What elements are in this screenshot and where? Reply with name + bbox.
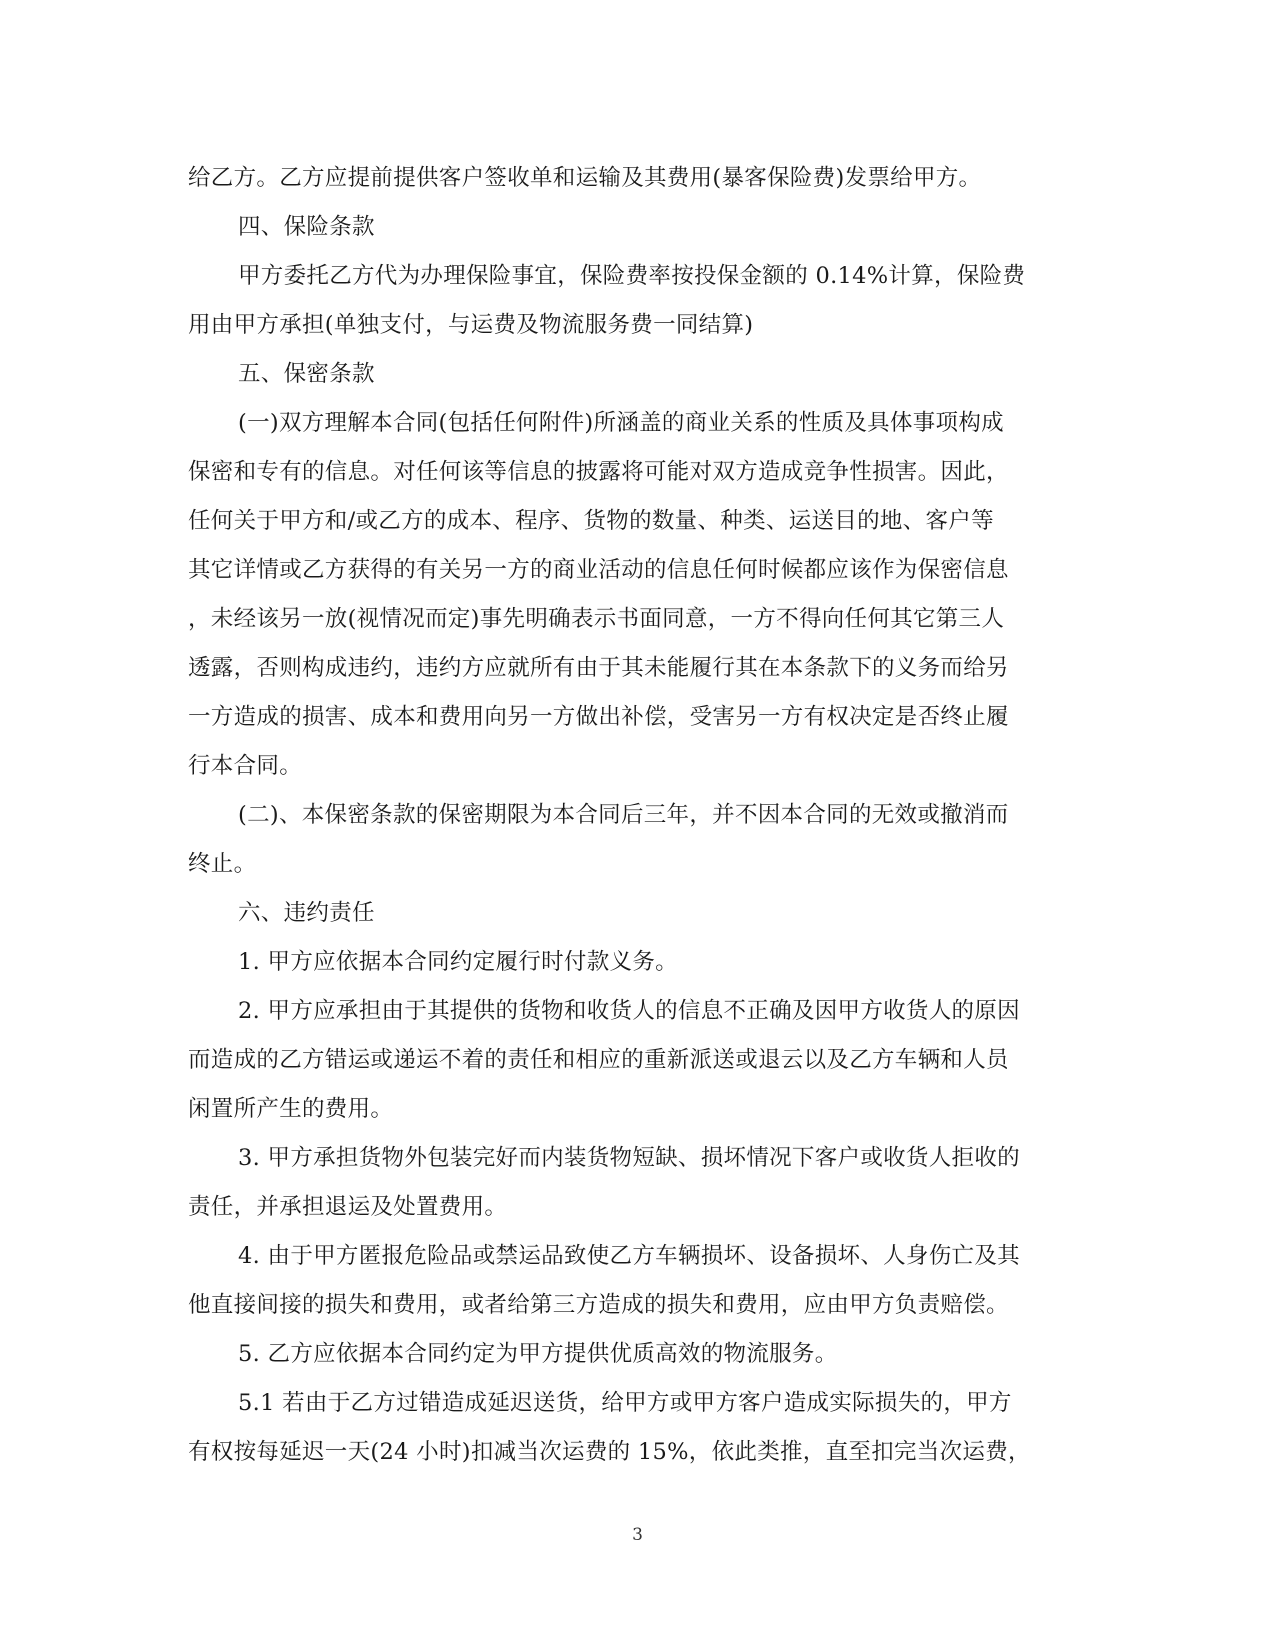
text-line: 闲置所产生的费用。 xyxy=(188,1096,394,1122)
text-line: 其它详情或乙方获得的有关另一方的商业活动的信息任何时候都应该作为保密信息 xyxy=(188,557,1009,583)
text-line: 而造成的乙方错运或递运不着的责任和相应的重新派送或退云以及乙方车辆和人员 xyxy=(188,1047,1009,1073)
text-line: 终止。 xyxy=(188,851,257,877)
text-line: 他直接间接的损失和费用，或者给第三方造成的损失和费用，应由甲方负责赔偿。 xyxy=(188,1292,1009,1318)
text-line: 4. 由于甲方匿报危险品或禁运品致使乙方车辆损坏、设备损坏、人身伤亡及其 xyxy=(238,1243,1020,1269)
document-body xyxy=(188,154,1088,1477)
section-heading-liability: 六、违约责任 xyxy=(238,900,375,926)
text-line: 保密和专有的信息。对任何该等信息的披露将可能对双方造成竞争性损害。因此， xyxy=(188,459,1009,485)
text-line: 3. 甲方承担货物外包装完好而内装货物短缺、损坏情况下客户或收货人拒收的 xyxy=(238,1145,1020,1171)
text-line: (二)、本保密条款的保密期限为本合同后三年，并不因本合同的无效或撤消而 xyxy=(238,802,1009,828)
page-number: 3 xyxy=(632,1525,643,1545)
text-line: 行本合同。 xyxy=(188,753,303,779)
text-line: 责任，并承担退运及处置费用。 xyxy=(188,1194,508,1220)
text-line: 有权按每延迟一天(24 小时)扣减当次运费的 15%，依此类推，直至扣完当次运费， xyxy=(188,1439,1031,1465)
text-line: 5. 乙方应依据本合同约定为甲方提供优质高效的物流服务。 xyxy=(238,1341,838,1367)
text-line: (一)双方理解本合同(包括任何附件)所涵盖的商业关系的性质及具体事项构成 xyxy=(238,410,1004,436)
section-heading-confidentiality: 五、保密条款 xyxy=(238,361,375,387)
text-line: ，未经该另一放(视情况而定)事先明确表示书面同意，一方不得向任何其它第三人 xyxy=(188,606,1005,632)
text-line: 1. 甲方应依据本合同约定履行时付款义务。 xyxy=(238,949,678,975)
text-line: 透露，否则构成违约，违约方应就所有由于其未能履行其在本条款下的义务而给另 xyxy=(188,655,1009,681)
text-line: 5.1 若由于乙方过错造成延迟送货，给甲方或甲方客户造成实际损失的，甲方 xyxy=(238,1390,1012,1416)
text-line: 给乙方。乙方应提前提供客户签收单和运输及其费用(暴客保险费)发票给甲方。 xyxy=(188,165,982,191)
text-line: 用由甲方承担(单独支付，与运费及物流服务费一同结算) xyxy=(188,312,754,338)
text-line: 2. 甲方应承担由于其提供的货物和收货人的信息不正确及因甲方收货人的原因 xyxy=(238,998,1020,1024)
text-line: 一方造成的损害、成本和费用向另一方做出补偿，受害另一方有权决定是否终止履 xyxy=(188,704,1009,730)
section-heading-insurance: 四、保险条款 xyxy=(238,214,375,240)
text-line: 甲方委托乙方代为办理保险事宜，保险费率按投保金额的 0.14%计算，保险费 xyxy=(238,263,1026,289)
text-line: 任何关于甲方和/或乙方的成本、程序、货物的数量、种类、运送目的地、客户等 xyxy=(188,508,994,534)
